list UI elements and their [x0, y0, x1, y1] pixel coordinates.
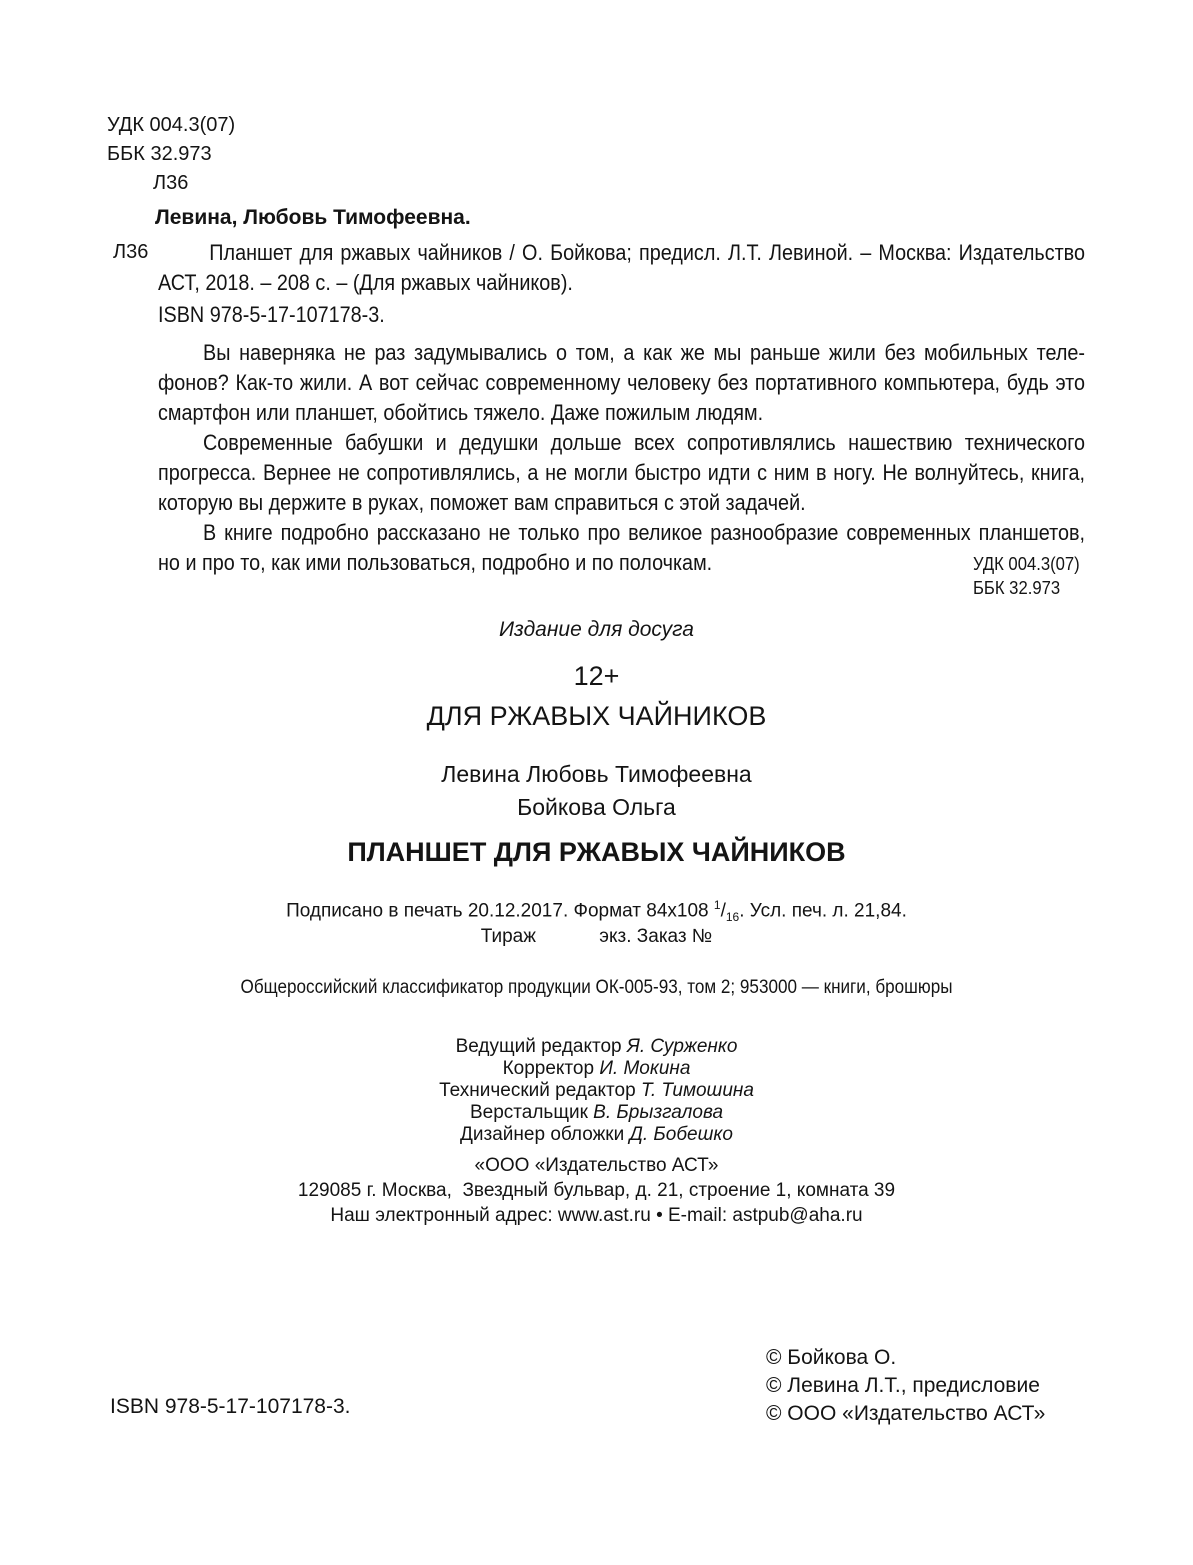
- print-run-line: Тираж экз. Заказ №: [480, 926, 713, 947]
- author-full-name-2: Бойкова Ольга: [517, 794, 676, 820]
- credit-line-typesetter: [0, 1102, 1193, 1124]
- credit-role: Технический редактор: [439, 1080, 641, 1101]
- print-info-text-end: . Усл. печ. л. 21,84.: [739, 900, 907, 922]
- copyright-line: © ООО «Издательство АСТ»: [766, 1402, 1046, 1425]
- udk-code: УДК 004.3(07): [107, 114, 236, 136]
- credits-block: [0, 1036, 1193, 1146]
- bib-entry-text: Планшет для ржавых чайников / О. Бойкова; предисл. Л.Т. Левиной. – Москва: Издательство АСТ, 2018. – 208 с. – (Для ржавых чайников).: [158, 240, 1086, 295]
- annotation-block: [158, 338, 1085, 578]
- classifier-text: Общероссийский классификатор продукции ОК-005-93, том 2; 953000 — книги, брошюры: [240, 977, 953, 998]
- publisher-name: «ООО «Издательство АСТ»: [474, 1155, 719, 1176]
- credit-role: Ведущий редактор: [455, 1036, 627, 1057]
- credit-name: Т. Тимошина: [640, 1080, 754, 1101]
- publisher-contacts: Наш электронный адрес: www.ast.ru • E-mail: astpub@aha.ru: [330, 1205, 863, 1226]
- credit-name: Д. Бобешко: [629, 1124, 733, 1145]
- author-sign-code: Л36: [153, 172, 189, 194]
- format-fraction-slash: /: [720, 900, 726, 922]
- credit-line-lead-editor: [0, 1036, 1193, 1058]
- right-classification-block: [973, 552, 1080, 600]
- credit-line-proofreader: [0, 1058, 1193, 1080]
- credit-role: Дизайнер обложки: [460, 1124, 630, 1145]
- credit-role: Корректор: [502, 1058, 600, 1079]
- series-title: ДЛЯ РЖАВЫХ ЧАЙНИКОВ: [426, 701, 767, 731]
- bbk-code-right: ББК 32.973: [973, 577, 1061, 598]
- copyright-block: [766, 1344, 1045, 1428]
- credit-name: В. Брызгалова: [593, 1102, 724, 1123]
- copyright-line: © Левина Л.Т., предисловие: [766, 1374, 1040, 1397]
- isbn-top: ISBN 978-5-17-107178-3.: [158, 302, 385, 327]
- top-classification-block: [107, 111, 235, 198]
- credit-name: И. Мокина: [599, 1058, 691, 1079]
- copyright-line: © Бойкова О.: [766, 1346, 897, 1369]
- age-rating: 12+: [573, 661, 620, 691]
- credit-line-technical-editor: [0, 1080, 1193, 1102]
- edition-type-line: Издание для досуга: [499, 618, 694, 641]
- classifier-line: [0, 977, 1193, 999]
- isbn-bottom: ISBN 978-5-17-107178-3.: [110, 1395, 351, 1418]
- bbk-code: ББК 32.973: [107, 143, 212, 165]
- annotation-paragraph: Современные бабушки и дедушки дольше всех сопротивлялись нашествию технического прогресса. Вернее не сопротивлялись, а не могли быстро идти с ним в ногу. Не волнуйтесь, книга, которую вы держите в руках, поможет вам справиться с этой задачей.: [158, 430, 1085, 515]
- publisher-address: 129085 г. Москва, Звездный бульвар, д. 21, строение 1, комната 39: [297, 1180, 896, 1201]
- credit-name: Я. Сурженко: [626, 1036, 738, 1057]
- print-info-text: Подписано в печать 20.12.2017. Формат 84х108: [286, 900, 714, 922]
- udk-code-right: УДК 004.3(07): [973, 553, 1080, 574]
- credit-role: Верстальщик: [469, 1102, 594, 1123]
- bib-entry-code: Л36: [113, 241, 149, 263]
- annotation-paragraph: В книге подробно рассказано не только про великое разнообразие современных планшетов, но и про то, как ими пользоваться, подробно и по полочкам.: [158, 520, 1085, 575]
- publisher-block: [0, 1153, 1193, 1228]
- author-heading: Левина, Любовь Тимофеевна.: [155, 206, 471, 229]
- annotation-paragraph: Вы наверняка не раз задумывались о том, а как же мы раньше жили без мобильных телефонов? Как-то жили. А вот сейчас современному человеку без портативного компьютера, будь это смартфон или планшет, обойтись тяжело. Даже пожилым людям.: [158, 340, 1085, 425]
- credit-line-cover-designer: [0, 1124, 1193, 1146]
- book-title: ПЛАНШЕТ ДЛЯ РЖАВЫХ ЧАЙНИКОВ: [347, 837, 846, 867]
- format-fraction-numerator: 1: [713, 898, 721, 912]
- print-info-line: [0, 898, 1193, 924]
- author-full-name-1: Левина Любовь Тимофеевна: [441, 761, 752, 787]
- format-fraction-denominator: 16: [725, 910, 740, 925]
